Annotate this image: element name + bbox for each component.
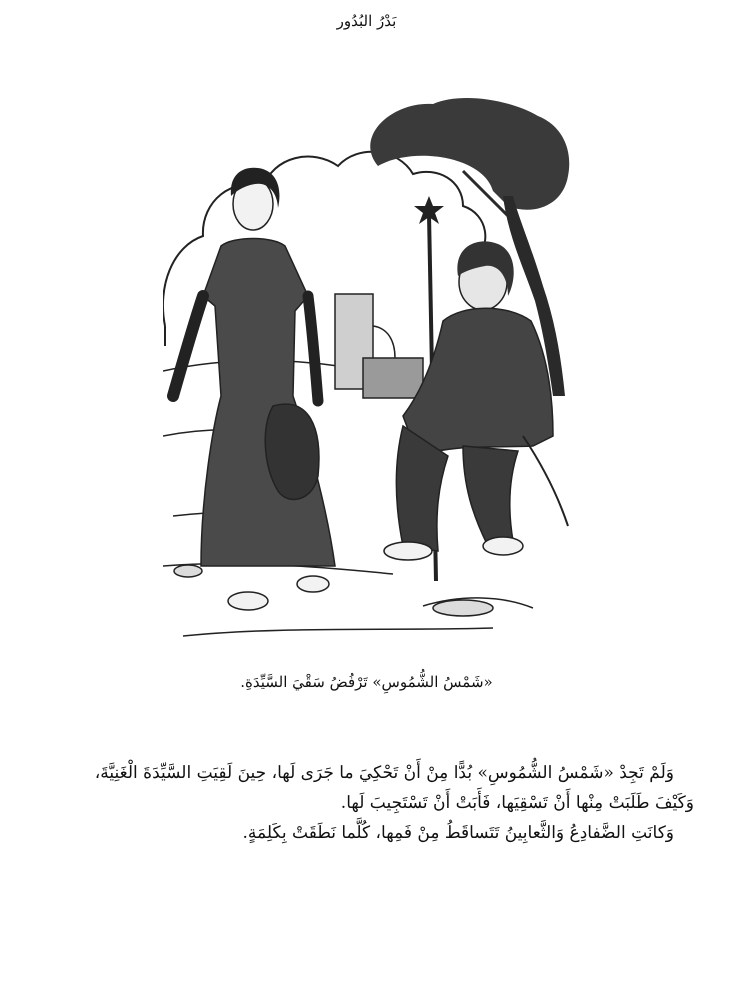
young-woman-figure — [173, 168, 335, 610]
well-drawing — [335, 294, 423, 398]
story-text — [40, 758, 694, 848]
story-illustration — [163, 96, 573, 648]
story-line: وَكانَتِ الضَّفادِعُ وَالثَّعابِينُ تَتَساقَطُ مِنْ فَمِها، كُلَّما نَطَقَتْ بِكَلِمَةٍ. — [242, 823, 674, 843]
clouds-drawing — [163, 152, 485, 346]
story-line: وَلَمْ تَجِدْ «شَمْسُ الشُّمُوسِ» بُدًّا مِنْ أَنْ تَحْكِيَ ما جَرَى لَها، حِينَ لَقِيَتِ السَّيِّدَةَ الْغَنِيَّةَ، — [94, 763, 674, 783]
running-header: بَدْرُ البُدُور — [336, 12, 397, 30]
story-line: وَكَيْفَ طَلَبَتْ مِنْها أَنْ تَسْقِيَها، فَأَبَتْ أَنْ تَسْتَجِيبَ لَها. — [340, 793, 694, 813]
figure-caption: «شَمْسُ الشُّمُوسِ» تَرْفُضُ سَقْيَ السَّيِّدَةِ. — [240, 673, 493, 691]
